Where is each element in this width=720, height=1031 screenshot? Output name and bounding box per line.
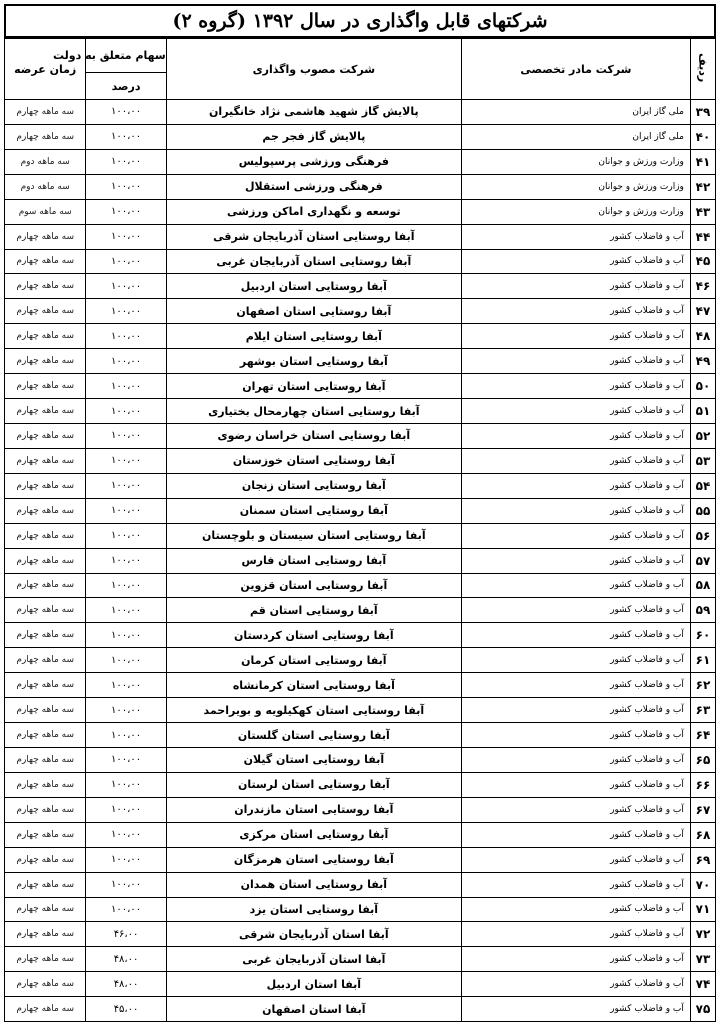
table-row — [5, 349, 716, 374]
government-share-cell: ۴۸،۰۰ — [86, 947, 166, 972]
row-number-cell: ۵۳ — [690, 448, 715, 473]
row-number-cell: ۶۷ — [690, 797, 715, 822]
table-row — [5, 124, 716, 149]
approved-company-cell: توسعه و نگهداری اماکن ورزشی — [166, 199, 461, 224]
row-number-cell: ۵۲ — [690, 423, 715, 448]
row-number-cell: ۶۲ — [690, 673, 715, 698]
offering-time-cell: سه ماهه چهارم — [5, 897, 86, 922]
parent-company-cell: وزارت ورزش و جوانان — [461, 199, 690, 224]
parent-company-cell: وزارت ورزش و جوانان — [461, 149, 690, 174]
row-number-cell: ۴۷ — [690, 299, 715, 324]
row-number-cell: ۴۵ — [690, 249, 715, 274]
table-row — [5, 548, 716, 573]
approved-company-cell: فرهنگی ورزشی استقلال — [166, 174, 461, 199]
header-offering-time: زمان عرضه — [5, 39, 86, 100]
offering-time-cell: سه ماهه دوم — [5, 149, 86, 174]
government-share-cell: ۱۰۰،۰۰ — [86, 872, 166, 897]
government-share-cell: ۱۰۰،۰۰ — [86, 124, 166, 149]
approved-company-cell: آبفا روستایی استان همدان — [166, 872, 461, 897]
parent-company-cell: آب و فاضلاب کشور — [461, 324, 690, 349]
row-number-cell: ۴۳ — [690, 199, 715, 224]
table-row — [5, 947, 716, 972]
parent-company-cell: آب و فاضلاب کشور — [461, 423, 690, 448]
row-number-cell: ۵۸ — [690, 573, 715, 598]
approved-company-cell: آبفا روستایی استان اصفهان — [166, 299, 461, 324]
approved-company-cell: آبفا روستایی استان گیلان — [166, 747, 461, 772]
government-share-cell: ۱۰۰،۰۰ — [86, 897, 166, 922]
government-share-cell: ۱۰۰،۰۰ — [86, 847, 166, 872]
offering-time-cell: سه ماهه چهارم — [5, 374, 86, 399]
offering-time-cell: سه ماهه دوم — [5, 174, 86, 199]
government-share-cell: ۱۰۰،۰۰ — [86, 698, 166, 723]
government-share-cell: ۱۰۰،۰۰ — [86, 598, 166, 623]
table-row — [5, 897, 716, 922]
table-row — [5, 847, 716, 872]
government-share-cell: ۱۰۰،۰۰ — [86, 448, 166, 473]
government-share-cell: ۱۰۰،۰۰ — [86, 174, 166, 199]
offering-time-cell: سه ماهه چهارم — [5, 324, 86, 349]
government-share-cell: ۱۰۰،۰۰ — [86, 473, 166, 498]
row-number-cell: ۶۴ — [690, 723, 715, 748]
offering-time-cell: سه ماهه چهارم — [5, 100, 86, 125]
government-share-cell: ۱۰۰،۰۰ — [86, 299, 166, 324]
header-parent-company: شرکت مادر تخصصی — [461, 39, 690, 100]
parent-company-cell: وزارت ورزش و جوانان — [461, 174, 690, 199]
approved-company-cell: آبفا روستایی استان کرمان — [166, 648, 461, 673]
approved-company-cell: آبفا روستایی استان آذربایجان غربی — [166, 249, 461, 274]
row-number-cell: ۷۵ — [690, 997, 715, 1022]
government-share-cell: ۱۰۰،۰۰ — [86, 349, 166, 374]
approved-company-cell: آبفا روستایی استان ایلام — [166, 324, 461, 349]
row-number-cell: ۴۴ — [690, 224, 715, 249]
approved-company-cell: آبفا روستایی استان اردبیل — [166, 274, 461, 299]
government-share-cell: ۱۰۰،۰۰ — [86, 673, 166, 698]
offering-time-cell: سه ماهه چهارم — [5, 797, 86, 822]
table-row — [5, 747, 716, 772]
row-number-cell: ۵۱ — [690, 399, 715, 424]
government-share-cell: ۱۰۰،۰۰ — [86, 423, 166, 448]
approved-company-cell: آبفا استان اردبیل — [166, 972, 461, 997]
row-number-cell: ۶۱ — [690, 648, 715, 673]
parent-company-cell: آب و فاضلاب کشور — [461, 473, 690, 498]
table-row — [5, 822, 716, 847]
row-number-cell: ۷۴ — [690, 972, 715, 997]
table-row — [5, 274, 716, 299]
row-number-cell: ۶۸ — [690, 822, 715, 847]
offering-time-cell: سه ماهه چهارم — [5, 947, 86, 972]
parent-company-cell: آب و فاضلاب کشور — [461, 498, 690, 523]
approved-company-cell: آبفا روستایی استان یزد — [166, 897, 461, 922]
government-share-cell: ۴۵،۰۰ — [86, 997, 166, 1022]
table-row — [5, 673, 716, 698]
row-number-cell: ۶۵ — [690, 747, 715, 772]
row-number-cell: ۷۳ — [690, 947, 715, 972]
approved-company-cell: آبفا روستایی استان کهکیلویه و بویراحمد — [166, 698, 461, 723]
government-share-cell: ۱۰۰،۰۰ — [86, 324, 166, 349]
table-row — [5, 922, 716, 947]
government-share-cell: ۱۰۰،۰۰ — [86, 623, 166, 648]
row-number-cell: ۵۶ — [690, 523, 715, 548]
row-number-cell: ۵۵ — [690, 498, 715, 523]
row-number-cell: ۵۰ — [690, 374, 715, 399]
approved-company-cell: پالایش گاز فجر جم — [166, 124, 461, 149]
approved-company-cell: آبفا روستایی استان مازندران — [166, 797, 461, 822]
parent-company-cell: آب و فاضلاب کشور — [461, 673, 690, 698]
government-share-cell: ۱۰۰،۰۰ — [86, 772, 166, 797]
offering-time-cell: سه ماهه چهارم — [5, 349, 86, 374]
table-row — [5, 997, 716, 1022]
offering-time-cell: سه ماهه چهارم — [5, 548, 86, 573]
table-row — [5, 174, 716, 199]
table-row — [5, 224, 716, 249]
approved-company-cell: آبفا روستایی استان مرکزی — [166, 822, 461, 847]
approved-company-cell: آبفا روستایی استان سمنان — [166, 498, 461, 523]
table-row — [5, 299, 716, 324]
parent-company-cell: آب و فاضلاب کشور — [461, 723, 690, 748]
parent-company-cell: آب و فاضلاب کشور — [461, 224, 690, 249]
row-number-cell: ۶۶ — [690, 772, 715, 797]
parent-company-cell: ملی گاز ایران — [461, 124, 690, 149]
table-row — [5, 648, 716, 673]
parent-company-cell: آب و فاضلاب کشور — [461, 523, 690, 548]
table-row — [5, 698, 716, 723]
parent-company-cell: آب و فاضلاب کشور — [461, 822, 690, 847]
approved-company-cell: آبفا استان اصفهان — [166, 997, 461, 1022]
table-row — [5, 374, 716, 399]
offering-time-cell: سه ماهه چهارم — [5, 772, 86, 797]
parent-company-cell: آب و فاضلاب کشور — [461, 922, 690, 947]
table-row — [5, 249, 716, 274]
approved-company-cell: آبفا روستایی استان کرمانشاه — [166, 673, 461, 698]
table-row — [5, 523, 716, 548]
offering-time-cell: سه ماهه چهارم — [5, 473, 86, 498]
government-share-cell: ۱۰۰،۰۰ — [86, 523, 166, 548]
offering-time-cell: سه ماهه چهارم — [5, 498, 86, 523]
offering-time-cell: سه ماهه چهارم — [5, 573, 86, 598]
offering-time-cell: سه ماهه چهارم — [5, 847, 86, 872]
table-row — [5, 473, 716, 498]
header-share-unit: درصد — [86, 73, 166, 100]
approved-company-cell: آبفا روستایی استان بوشهر — [166, 349, 461, 374]
row-number-cell: ۷۰ — [690, 872, 715, 897]
parent-company-cell: آب و فاضلاب کشور — [461, 772, 690, 797]
parent-company-cell: آب و فاضلاب کشور — [461, 448, 690, 473]
offering-time-cell: سه ماهه چهارم — [5, 997, 86, 1022]
row-number-cell: ۳۹ — [690, 100, 715, 125]
offering-time-cell: سه ماهه چهارم — [5, 299, 86, 324]
header-government-share: سهام متعلق به دولت — [86, 39, 166, 73]
offering-time-cell: سه ماهه چهارم — [5, 448, 86, 473]
table-row — [5, 772, 716, 797]
row-number-cell: ۶۳ — [690, 698, 715, 723]
approved-company-cell: آبفا روستایی استان سیستان و بلوچستان — [166, 523, 461, 548]
table-row — [5, 872, 716, 897]
parent-company-cell: آب و فاضلاب کشور — [461, 249, 690, 274]
approved-company-cell: فرهنگی ورزشی پرسپولیس — [166, 149, 461, 174]
row-number-cell: ۵۹ — [690, 598, 715, 623]
approved-company-cell: آبفا روستایی استان کردستان — [166, 623, 461, 648]
approved-company-cell: آبفا روستایی استان چهارمحال بختیاری — [166, 399, 461, 424]
row-number-cell: ۵۴ — [690, 473, 715, 498]
offering-time-cell: سه ماهه چهارم — [5, 822, 86, 847]
approved-company-cell: آبفا روستایی استان آذربایجان شرقی — [166, 224, 461, 249]
government-share-cell: ۱۰۰،۰۰ — [86, 399, 166, 424]
parent-company-cell: آب و فاضلاب کشور — [461, 623, 690, 648]
parent-company-cell: آب و فاضلاب کشور — [461, 797, 690, 822]
row-number-cell: ۵۷ — [690, 548, 715, 573]
parent-company-cell: آب و فاضلاب کشور — [461, 847, 690, 872]
table-row — [5, 623, 716, 648]
parent-company-cell: آب و فاضلاب کشور — [461, 374, 690, 399]
table-row — [5, 423, 716, 448]
parent-company-cell: آب و فاضلاب کشور — [461, 872, 690, 897]
offering-time-cell: سه ماهه چهارم — [5, 747, 86, 772]
approved-company-cell: آبفا استان آذربایجان غربی — [166, 947, 461, 972]
government-share-cell: ۱۰۰،۰۰ — [86, 548, 166, 573]
table-row — [5, 149, 716, 174]
offering-time-cell: سه ماهه چهارم — [5, 673, 86, 698]
row-number-cell: ۴۹ — [690, 349, 715, 374]
approved-company-cell: آبفا روستایی استان قزوین — [166, 573, 461, 598]
government-share-cell: ۱۰۰،۰۰ — [86, 199, 166, 224]
government-share-cell: ۱۰۰،۰۰ — [86, 249, 166, 274]
approved-company-cell: پالایش گاز شهید هاشمی نژاد خانگیران — [166, 100, 461, 125]
parent-company-cell: آب و فاضلاب کشور — [461, 747, 690, 772]
companies-table — [4, 38, 716, 1022]
parent-company-cell: آب و فاضلاب کشور — [461, 947, 690, 972]
header-row-number: ردیف — [690, 39, 715, 100]
approved-company-cell: آبفا روستایی استان گلستان — [166, 723, 461, 748]
government-share-cell: ۴۶،۰۰ — [86, 922, 166, 947]
parent-company-cell: آب و فاضلاب کشور — [461, 399, 690, 424]
parent-company-cell: آب و فاضلاب کشور — [461, 349, 690, 374]
parent-company-cell: ملی گاز ایران — [461, 100, 690, 125]
page-title: شرکتهای قابل واگذاری در سال ۱۳۹۲ (گروه ۲) — [4, 4, 716, 38]
offering-time-cell: سه ماهه چهارم — [5, 274, 86, 299]
table-row — [5, 199, 716, 224]
offering-time-cell: سه ماهه چهارم — [5, 523, 86, 548]
offering-time-cell: سه ماهه چهارم — [5, 698, 86, 723]
table-row — [5, 498, 716, 523]
table-body — [5, 100, 716, 1022]
offering-time-cell: سه ماهه چهارم — [5, 922, 86, 947]
row-number-cell: ۶۰ — [690, 623, 715, 648]
approved-company-cell: آبفا روستایی استان هرمزگان — [166, 847, 461, 872]
government-share-cell: ۱۰۰،۰۰ — [86, 747, 166, 772]
offering-time-cell: سه ماهه چهارم — [5, 124, 86, 149]
header-approved-company: شرکت مصوب واگذاری — [166, 39, 461, 100]
approved-company-cell: آبفا روستایی استان قم — [166, 598, 461, 623]
parent-company-cell: آب و فاضلاب کشور — [461, 299, 690, 324]
table-row — [5, 598, 716, 623]
row-number-cell: ۴۲ — [690, 174, 715, 199]
table-row — [5, 324, 716, 349]
approved-company-cell: آبفا روستایی استان خوزستان — [166, 448, 461, 473]
table-row — [5, 972, 716, 997]
offering-time-cell: سه ماهه چهارم — [5, 723, 86, 748]
government-share-cell: ۴۸،۰۰ — [86, 972, 166, 997]
table-row — [5, 399, 716, 424]
table-row — [5, 797, 716, 822]
table-row — [5, 448, 716, 473]
row-number-cell: ۷۲ — [690, 922, 715, 947]
offering-time-cell: سه ماهه چهارم — [5, 224, 86, 249]
offering-time-cell: سه ماهه چهارم — [5, 623, 86, 648]
table-row — [5, 573, 716, 598]
government-share-cell: ۱۰۰،۰۰ — [86, 224, 166, 249]
approved-company-cell: آبفا روستایی استان خراسان رضوی — [166, 423, 461, 448]
offering-time-cell: سه ماهه چهارم — [5, 249, 86, 274]
government-share-cell: ۱۰۰،۰۰ — [86, 797, 166, 822]
government-share-cell: ۱۰۰،۰۰ — [86, 274, 166, 299]
table-row — [5, 723, 716, 748]
row-number-cell: ۷۱ — [690, 897, 715, 922]
parent-company-cell: آب و فاضلاب کشور — [461, 997, 690, 1022]
approved-company-cell: آبفا روستایی استان فارس — [166, 548, 461, 573]
government-share-cell: ۱۰۰،۰۰ — [86, 723, 166, 748]
row-number-cell: ۴۸ — [690, 324, 715, 349]
offering-time-cell: سه ماهه چهارم — [5, 423, 86, 448]
approved-company-cell: آبفا روستایی استان لرستان — [166, 772, 461, 797]
offering-time-cell: سه ماهه سوم — [5, 199, 86, 224]
row-number-cell: ۴۶ — [690, 274, 715, 299]
parent-company-cell: آب و فاضلاب کشور — [461, 972, 690, 997]
parent-company-cell: آب و فاضلاب کشور — [461, 897, 690, 922]
offering-time-cell: سه ماهه چهارم — [5, 399, 86, 424]
government-share-cell: ۱۰۰،۰۰ — [86, 573, 166, 598]
government-share-cell: ۱۰۰،۰۰ — [86, 100, 166, 125]
parent-company-cell: آب و فاضلاب کشور — [461, 598, 690, 623]
parent-company-cell: آب و فاضلاب کشور — [461, 698, 690, 723]
offering-time-cell: سه ماهه چهارم — [5, 972, 86, 997]
document-page — [4, 4, 716, 1022]
parent-company-cell: آب و فاضلاب کشور — [461, 573, 690, 598]
parent-company-cell: آب و فاضلاب کشور — [461, 548, 690, 573]
government-share-cell: ۱۰۰،۰۰ — [86, 149, 166, 174]
offering-time-cell: سه ماهه چهارم — [5, 872, 86, 897]
row-number-cell: ۴۰ — [690, 124, 715, 149]
table-row — [5, 100, 716, 125]
row-number-cell: ۶۹ — [690, 847, 715, 872]
offering-time-cell: سه ماهه چهارم — [5, 648, 86, 673]
government-share-cell: ۱۰۰،۰۰ — [86, 822, 166, 847]
row-number-cell: ۴۱ — [690, 149, 715, 174]
government-share-cell: ۱۰۰،۰۰ — [86, 498, 166, 523]
approved-company-cell: آبفا استان آذربایجان شرقی — [166, 922, 461, 947]
parent-company-cell: آب و فاضلاب کشور — [461, 648, 690, 673]
approved-company-cell: آبفا روستایی استان تهران — [166, 374, 461, 399]
government-share-cell: ۱۰۰،۰۰ — [86, 648, 166, 673]
government-share-cell: ۱۰۰،۰۰ — [86, 374, 166, 399]
parent-company-cell: آب و فاضلاب کشور — [461, 274, 690, 299]
approved-company-cell: آبفا روستایی استان زنجان — [166, 473, 461, 498]
offering-time-cell: سه ماهه چهارم — [5, 598, 86, 623]
